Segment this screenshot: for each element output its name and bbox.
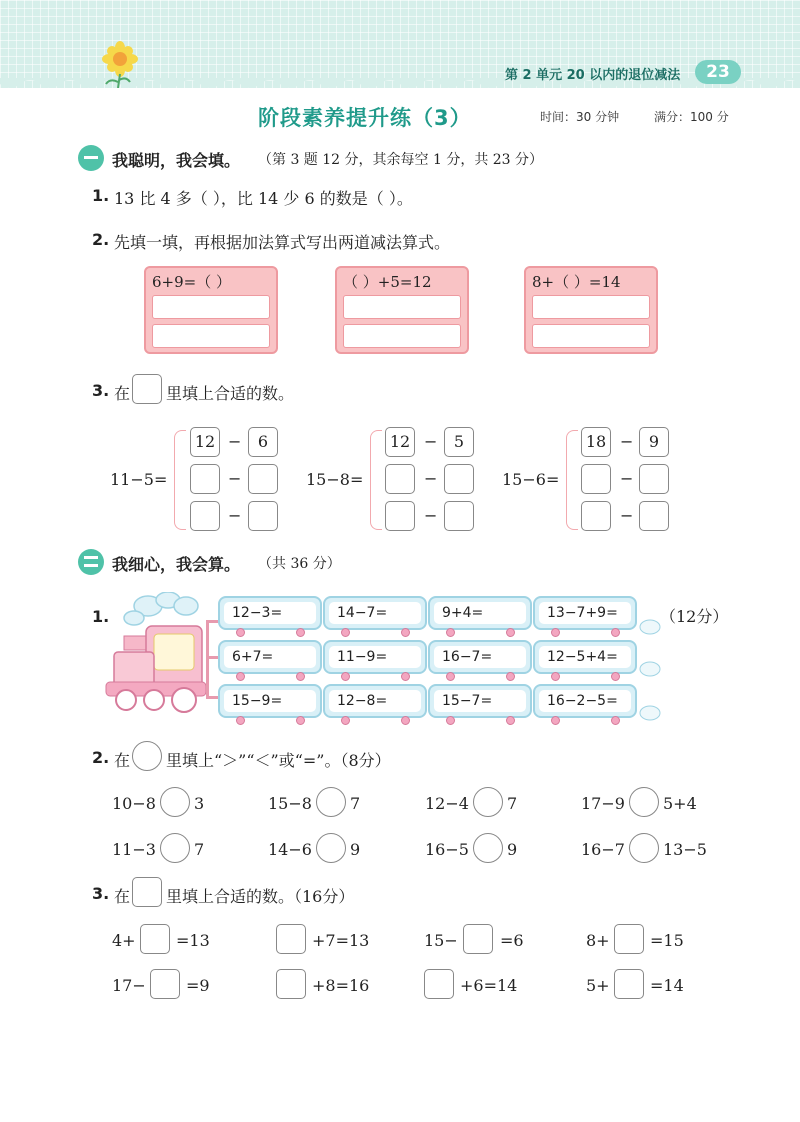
blank-circle: [132, 741, 162, 771]
wagon: [218, 684, 322, 718]
answer-line[interactable]: [532, 324, 650, 348]
wagon-problem: 12−3=: [224, 602, 316, 624]
fill-before: 15−: [424, 931, 458, 950]
s1-q3-post: 里填上合适的数。: [166, 384, 295, 403]
equation-card: [335, 266, 469, 354]
section-one-title: 我聪明，我会填。: [112, 151, 241, 170]
decompose-label: 15−8=: [306, 470, 364, 489]
compare-circle[interactable]: [316, 787, 346, 817]
answer-line[interactable]: [532, 295, 650, 319]
wagon-problem: 15−9=: [224, 690, 316, 712]
given-number-box: 9: [639, 427, 669, 457]
smoke-puff-icon: [638, 618, 662, 636]
wagon-problem: 14−7=: [329, 602, 421, 624]
answer-line[interactable]: [152, 324, 270, 348]
compare-circle[interactable]: [629, 833, 659, 863]
compare-circle[interactable]: [473, 787, 503, 817]
section-one-note: （第 3 题 12 分，其余每空 1 分，共 23 分）: [258, 152, 544, 168]
decompose-label: 11−5=: [110, 470, 168, 489]
fill-box[interactable]: [276, 969, 306, 999]
smoke-puff-icon: [638, 704, 662, 722]
minus-sign: −: [424, 432, 438, 451]
answer-box[interactable]: [190, 501, 220, 531]
compare-circle[interactable]: [473, 833, 503, 863]
fill-after: +7=13: [312, 931, 370, 950]
s1-q3-pre: 在: [114, 384, 131, 403]
coupler-bar: [206, 620, 209, 698]
s1-q2-text: 先填一填，再根据加法算式写出两道减法算式。: [114, 233, 451, 252]
s1-q1-text: 13 比 4 多（ ），比 14 少 6 的数是（ ）。: [114, 189, 413, 208]
s2-q2-post: 里填上“＞”“＜”或“=”。（8分）: [166, 751, 391, 770]
s2-q3-pre: 在: [114, 887, 131, 906]
fill-box[interactable]: [140, 924, 170, 954]
compare-right: 5+4: [663, 794, 697, 813]
wagon-problem: 16−2−5=: [539, 690, 631, 712]
answer-box[interactable]: [385, 501, 415, 531]
fill-box[interactable]: [276, 924, 306, 954]
fill-after: =14: [650, 976, 684, 995]
compare-right: 7: [350, 794, 361, 813]
answer-line[interactable]: [152, 295, 270, 319]
fill-after: =15: [650, 931, 684, 950]
fill-before: 17−: [112, 976, 146, 995]
compare-circle[interactable]: [629, 787, 659, 817]
blank-box: [132, 877, 162, 907]
compare-right: 9: [350, 840, 361, 859]
compare-circle[interactable]: [316, 833, 346, 863]
answer-box[interactable]: [190, 464, 220, 494]
s2-q2-pre: 在: [114, 751, 131, 770]
compare-right: 13−5: [663, 840, 707, 859]
compare-left: 12−4: [425, 794, 469, 813]
fill-before: 8+: [586, 931, 610, 950]
minus-sign: −: [228, 506, 242, 525]
fill-before: 4+: [112, 931, 136, 950]
answer-box[interactable]: [639, 464, 669, 494]
minus-sign: −: [620, 432, 634, 451]
wagon: [428, 596, 532, 630]
answer-box[interactable]: [444, 501, 474, 531]
wagon: [323, 684, 427, 718]
s2-q3-number: 3.: [92, 884, 110, 903]
wagon: [533, 640, 637, 674]
fill-box[interactable]: [424, 969, 454, 999]
compare-right: 7: [194, 840, 205, 859]
wagon: [533, 596, 637, 630]
minus-sign: −: [228, 432, 242, 451]
minus-sign: −: [620, 469, 634, 488]
s2-q3-post: 里填上合适的数。（16分）: [166, 887, 355, 906]
fill-after: +8=16: [312, 976, 370, 995]
wagon-problem: 12−8=: [329, 690, 421, 712]
full-score: 满分：100 分: [654, 110, 729, 124]
smoke-puff-icon: [638, 660, 662, 678]
brace: [566, 430, 578, 530]
section-one-icon: [78, 145, 104, 171]
time-limit: 时间：30 分钟: [540, 110, 620, 124]
given-number-box: 5: [444, 427, 474, 457]
section-two-title: 我细心，我会算。: [112, 555, 241, 574]
s1-q2-number: 2.: [92, 230, 110, 249]
minus-sign: −: [228, 469, 242, 488]
compare-circle[interactable]: [160, 833, 190, 863]
compare-left: 11−3: [112, 840, 156, 859]
given-number-box: 6: [248, 427, 278, 457]
fill-after: +6=14: [460, 976, 518, 995]
wagon-problem: 12−5+4=: [539, 646, 631, 668]
s2-q2-number: 2.: [92, 748, 110, 767]
answer-line[interactable]: [343, 295, 461, 319]
answer-box[interactable]: [639, 501, 669, 531]
fill-box[interactable]: [614, 969, 644, 999]
fill-after: =9: [186, 976, 210, 995]
section-two-icon: [78, 549, 104, 575]
unit-title: 第 2 单元 20 以内的退位减法: [505, 68, 681, 83]
s1-q1-number: 1.: [92, 186, 110, 205]
answer-line[interactable]: [343, 324, 461, 348]
minus-sign: −: [424, 469, 438, 488]
minus-sign: −: [620, 506, 634, 525]
equation-card: [144, 266, 278, 354]
wagon: [533, 684, 637, 718]
compare-right: 7: [507, 794, 518, 813]
fill-box[interactable]: [614, 924, 644, 954]
wagon-problem: 13−7+9=: [539, 602, 631, 624]
wagon-problem: 9+4=: [434, 602, 526, 624]
brace: [370, 430, 382, 530]
sunflower-icon: [98, 40, 144, 88]
wagon: [323, 596, 427, 630]
minus-sign: −: [424, 506, 438, 525]
given-number-box: 18: [581, 427, 611, 457]
fill-after: =13: [176, 931, 210, 950]
answer-box[interactable]: [581, 501, 611, 531]
compare-left: 17−9: [581, 794, 625, 813]
compare-right: 3: [194, 794, 205, 813]
section-two-note: （共 36 分）: [258, 556, 341, 572]
wagon: [428, 640, 532, 674]
s2-q1-number: 1.: [92, 607, 110, 626]
fill-before: 5+: [586, 976, 610, 995]
compare-circle[interactable]: [160, 787, 190, 817]
compare-left: 15−8: [268, 794, 312, 813]
given-number-box: 12: [190, 427, 220, 457]
s1-q3-number: 3.: [92, 381, 110, 400]
compare-left: 16−5: [425, 840, 469, 859]
compare-left: 14−6: [268, 840, 312, 859]
wagon: [218, 640, 322, 674]
fill-box[interactable]: [463, 924, 493, 954]
wagon: [428, 684, 532, 718]
compare-left: 10−8: [112, 794, 156, 813]
fill-box[interactable]: [150, 969, 180, 999]
brace: [174, 430, 186, 530]
equation-card: [524, 266, 658, 354]
s2-q1-points: （12分）: [660, 607, 729, 626]
wagon-problem: 11−9=: [329, 646, 421, 668]
answer-box[interactable]: [385, 464, 415, 494]
train-engine-icon: [104, 592, 212, 722]
card-equation: （ ）+5=12: [343, 273, 432, 291]
fill-after: =6: [500, 931, 524, 950]
decompose-label: 15−6=: [502, 470, 560, 489]
answer-box[interactable]: [248, 501, 278, 531]
compare-left: 16−7: [581, 840, 625, 859]
given-number-box: 12: [385, 427, 415, 457]
wagon-problem: 15−7=: [434, 690, 526, 712]
compare-right: 9: [507, 840, 518, 859]
answer-box[interactable]: [444, 464, 474, 494]
page-number-badge: 23: [695, 60, 741, 84]
blank-box: [132, 374, 162, 404]
answer-box[interactable]: [581, 464, 611, 494]
wagon: [218, 596, 322, 630]
wagon-problem: 16−7=: [434, 646, 526, 668]
page-title: 阶段素养提升练（3）: [258, 106, 472, 130]
wagon-problem: 6+7=: [224, 646, 316, 668]
card-equation: 8+（ ）=14: [532, 273, 621, 291]
card-equation: 6+9=（ ）: [152, 273, 231, 291]
wagon: [323, 640, 427, 674]
answer-box[interactable]: [248, 464, 278, 494]
